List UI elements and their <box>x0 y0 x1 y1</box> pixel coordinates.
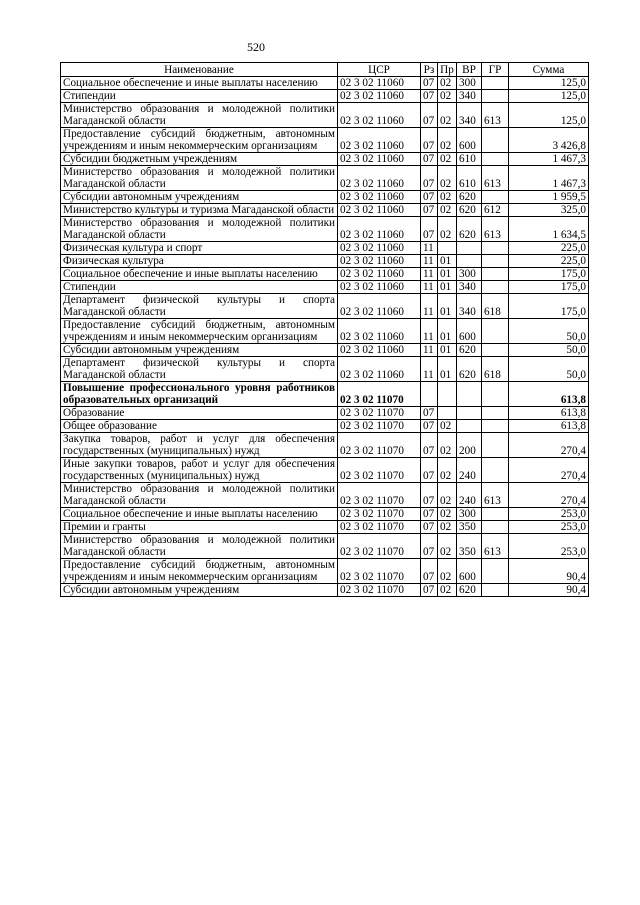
cell-vr: 620 <box>457 191 482 204</box>
cell-csr: 02 3 02 11070 <box>338 584 421 597</box>
cell-name: Министерство культуры и туризма Магаданской области <box>61 204 338 217</box>
cell-sum: 175,0 <box>509 294 589 319</box>
table-row <box>61 521 589 534</box>
cell-name: Стипендии <box>61 281 338 294</box>
cell-pr <box>438 242 457 255</box>
cell-pr: 02 <box>438 103 457 128</box>
column-header-sum: Сумма <box>509 63 589 77</box>
cell-name: Предоставление субсидий бюджетным, автономным учреждениям и иным некоммерческим организациям <box>61 128 338 153</box>
cell-vr: 340 <box>457 281 482 294</box>
cell-sum: 175,0 <box>509 281 589 294</box>
cell-pr: 02 <box>438 483 457 508</box>
cell-gr: 613 <box>482 483 509 508</box>
cell-pr: 02 <box>438 508 457 521</box>
table-row <box>61 281 589 294</box>
cell-name: Предоставление субсидий бюджетным, автономным учреждениям и иным некоммерческим организациям <box>61 559 338 584</box>
cell-vr: 300 <box>457 77 482 90</box>
cell-rz: 07 <box>421 508 438 521</box>
cell-csr: 02 3 02 11070 <box>338 458 421 483</box>
cell-vr <box>457 407 482 420</box>
cell-sum: 90,4 <box>509 559 589 584</box>
cell-vr <box>457 382 482 407</box>
table-row <box>61 483 589 508</box>
cell-gr: 613 <box>482 217 509 242</box>
cell-gr <box>482 382 509 407</box>
cell-pr <box>438 407 457 420</box>
cell-csr: 02 3 02 11060 <box>338 217 421 242</box>
cell-pr: 02 <box>438 204 457 217</box>
cell-gr <box>482 153 509 166</box>
cell-csr: 02 3 02 11070 <box>338 521 421 534</box>
cell-name: Премии и гранты <box>61 521 338 534</box>
cell-rz: 11 <box>421 319 438 344</box>
cell-vr: 350 <box>457 521 482 534</box>
cell-csr: 02 3 02 11060 <box>338 268 421 281</box>
cell-gr <box>482 559 509 584</box>
cell-sum: 1 467,3 <box>509 153 589 166</box>
table-row <box>61 153 589 166</box>
cell-vr: 340 <box>457 294 482 319</box>
cell-name: Образование <box>61 407 338 420</box>
cell-pr: 02 <box>438 166 457 191</box>
cell-gr: 618 <box>482 294 509 319</box>
table-body <box>61 77 589 597</box>
cell-sum: 613,8 <box>509 420 589 433</box>
cell-rz: 07 <box>421 153 438 166</box>
table-row <box>61 204 589 217</box>
cell-name: Социальное обеспечение и иные выплаты населению <box>61 508 338 521</box>
cell-csr: 02 3 02 11060 <box>338 281 421 294</box>
table-row <box>61 255 589 268</box>
cell-gr <box>482 191 509 204</box>
cell-rz: 07 <box>421 407 438 420</box>
cell-name: Министерство образования и молодежной политики Магаданской области <box>61 217 338 242</box>
cell-sum: 225,0 <box>509 242 589 255</box>
cell-rz: 07 <box>421 559 438 584</box>
cell-vr <box>457 242 482 255</box>
cell-csr: 02 3 02 11070 <box>338 508 421 521</box>
cell-sum: 50,0 <box>509 357 589 382</box>
cell-name: Социальное обеспечение и иные выплаты населению <box>61 77 338 90</box>
cell-gr <box>482 407 509 420</box>
cell-sum: 253,0 <box>509 534 589 559</box>
cell-csr: 02 3 02 11070 <box>338 382 421 407</box>
cell-csr: 02 3 02 11060 <box>338 294 421 319</box>
table-row <box>61 559 589 584</box>
cell-csr: 02 3 02 11070 <box>338 534 421 559</box>
cell-vr: 200 <box>457 433 482 458</box>
cell-gr <box>482 458 509 483</box>
cell-pr: 02 <box>438 77 457 90</box>
cell-sum: 253,0 <box>509 521 589 534</box>
cell-pr: 02 <box>438 191 457 204</box>
table-row <box>61 420 589 433</box>
cell-sum: 270,4 <box>509 433 589 458</box>
cell-pr: 02 <box>438 521 457 534</box>
cell-vr: 620 <box>457 357 482 382</box>
cell-rz: 07 <box>421 458 438 483</box>
cell-pr: 02 <box>438 559 457 584</box>
cell-vr: 600 <box>457 319 482 344</box>
cell-gr: 618 <box>482 357 509 382</box>
cell-rz: 07 <box>421 90 438 103</box>
cell-sum: 225,0 <box>509 255 589 268</box>
cell-vr: 620 <box>457 217 482 242</box>
cell-gr <box>482 584 509 597</box>
cell-csr: 02 3 02 11060 <box>338 242 421 255</box>
cell-gr <box>482 319 509 344</box>
cell-csr: 02 3 02 11070 <box>338 407 421 420</box>
cell-vr: 240 <box>457 458 482 483</box>
cell-rz: 07 <box>421 420 438 433</box>
cell-pr: 02 <box>438 153 457 166</box>
cell-vr: 340 <box>457 103 482 128</box>
cell-csr: 02 3 02 11060 <box>338 204 421 217</box>
cell-vr: 300 <box>457 268 482 281</box>
cell-gr <box>482 508 509 521</box>
cell-vr: 600 <box>457 559 482 584</box>
cell-name: Министерство образования и молодежной политики Магаданской области <box>61 166 338 191</box>
table-row <box>61 584 589 597</box>
column-header-pr: Пр <box>438 63 457 77</box>
cell-csr: 02 3 02 11070 <box>338 420 421 433</box>
cell-gr <box>482 268 509 281</box>
cell-csr: 02 3 02 11060 <box>338 77 421 90</box>
cell-gr <box>482 521 509 534</box>
cell-csr: 02 3 02 11060 <box>338 90 421 103</box>
cell-pr: 02 <box>438 420 457 433</box>
cell-name: Министерство образования и молодежной политики Магаданской области <box>61 103 338 128</box>
cell-csr: 02 3 02 11060 <box>338 153 421 166</box>
cell-sum: 613,8 <box>509 407 589 420</box>
cell-sum: 3 426,8 <box>509 128 589 153</box>
cell-rz: 11 <box>421 255 438 268</box>
table-row <box>61 534 589 559</box>
table-row <box>61 319 589 344</box>
column-header-vr: ВР <box>457 63 482 77</box>
cell-pr: 02 <box>438 90 457 103</box>
cell-vr: 620 <box>457 584 482 597</box>
cell-name: Предоставление субсидий бюджетным, автономным учреждениям и иным некоммерческим организациям <box>61 319 338 344</box>
column-header-rz: Рз <box>421 63 438 77</box>
cell-vr: 350 <box>457 534 482 559</box>
cell-csr: 02 3 02 11060 <box>338 344 421 357</box>
cell-gr <box>482 128 509 153</box>
cell-pr: 02 <box>438 217 457 242</box>
cell-sum: 125,0 <box>509 90 589 103</box>
cell-name: Стипендии <box>61 90 338 103</box>
cell-rz: 07 <box>421 204 438 217</box>
column-header-csr: ЦСР <box>338 63 421 77</box>
cell-name: Субсидии автономным учреждениям <box>61 191 338 204</box>
cell-name: Департамент физической культуры и спорта Магаданской области <box>61 294 338 319</box>
table-row <box>61 242 589 255</box>
cell-vr: 300 <box>457 508 482 521</box>
table-row <box>61 458 589 483</box>
cell-rz: 07 <box>421 191 438 204</box>
table-header-row <box>61 63 589 77</box>
cell-rz: 11 <box>421 357 438 382</box>
table-row <box>61 217 589 242</box>
cell-pr: 01 <box>438 294 457 319</box>
cell-vr <box>457 420 482 433</box>
cell-rz: 11 <box>421 281 438 294</box>
cell-rz: 07 <box>421 166 438 191</box>
cell-sum: 50,0 <box>509 319 589 344</box>
column-header-name: Наименование <box>61 63 338 77</box>
cell-pr: 01 <box>438 344 457 357</box>
cell-vr: 620 <box>457 204 482 217</box>
table-row <box>61 357 589 382</box>
cell-pr: 01 <box>438 319 457 344</box>
page-number: 520 <box>247 40 265 54</box>
cell-rz: 07 <box>421 521 438 534</box>
cell-rz: 11 <box>421 344 438 357</box>
cell-pr: 01 <box>438 281 457 294</box>
cell-pr: 01 <box>438 357 457 382</box>
cell-csr: 02 3 02 11070 <box>338 559 421 584</box>
cell-sum: 253,0 <box>509 508 589 521</box>
cell-pr: 02 <box>438 584 457 597</box>
cell-pr <box>438 382 457 407</box>
cell-name: Субсидии автономным учреждениям <box>61 344 338 357</box>
cell-pr: 01 <box>438 268 457 281</box>
table-row <box>61 294 589 319</box>
cell-name: Повышение профессионального уровня работников образовательных организаций <box>61 382 338 407</box>
cell-name: Общее образование <box>61 420 338 433</box>
cell-csr: 02 3 02 11060 <box>338 319 421 344</box>
cell-sum: 125,0 <box>509 77 589 90</box>
cell-sum: 50,0 <box>509 344 589 357</box>
cell-name: Закупка товаров, работ и услуг для обеспечения государственных (муниципальных) нужд <box>61 433 338 458</box>
cell-rz: 11 <box>421 242 438 255</box>
cell-pr: 02 <box>438 534 457 559</box>
cell-sum: 325,0 <box>509 204 589 217</box>
cell-name: Субсидии бюджетным учреждениям <box>61 153 338 166</box>
cell-rz <box>421 382 438 407</box>
cell-sum: 1 467,3 <box>509 166 589 191</box>
cell-rz: 07 <box>421 128 438 153</box>
cell-pr: 02 <box>438 458 457 483</box>
cell-sum: 1 959,5 <box>509 191 589 204</box>
cell-gr <box>482 77 509 90</box>
cell-rz: 07 <box>421 584 438 597</box>
cell-vr: 240 <box>457 483 482 508</box>
cell-sum: 1 634,5 <box>509 217 589 242</box>
cell-csr: 02 3 02 11060 <box>338 166 421 191</box>
cell-csr: 02 3 02 11060 <box>338 191 421 204</box>
cell-rz: 07 <box>421 103 438 128</box>
cell-gr: 612 <box>482 204 509 217</box>
cell-rz: 07 <box>421 217 438 242</box>
table-row <box>61 407 589 420</box>
cell-name: Министерство образования и молодежной политики Магаданской области <box>61 483 338 508</box>
cell-rz: 11 <box>421 268 438 281</box>
cell-pr: 02 <box>438 433 457 458</box>
cell-csr: 02 3 02 11060 <box>338 103 421 128</box>
cell-vr: 340 <box>457 90 482 103</box>
cell-name: Министерство образования и молодежной политики Магаданской области <box>61 534 338 559</box>
cell-rz: 11 <box>421 294 438 319</box>
cell-gr <box>482 255 509 268</box>
table-row <box>61 344 589 357</box>
cell-gr: 613 <box>482 534 509 559</box>
cell-gr: 613 <box>482 166 509 191</box>
cell-csr: 02 3 02 11060 <box>338 255 421 268</box>
cell-rz: 07 <box>421 433 438 458</box>
table-row <box>61 382 589 407</box>
table-row <box>61 268 589 281</box>
cell-csr: 02 3 02 11060 <box>338 128 421 153</box>
table-row <box>61 103 589 128</box>
cell-vr: 620 <box>457 344 482 357</box>
cell-gr <box>482 90 509 103</box>
cell-pr: 02 <box>438 128 457 153</box>
cell-gr <box>482 433 509 458</box>
cell-vr <box>457 255 482 268</box>
cell-sum: 125,0 <box>509 103 589 128</box>
cell-gr <box>482 242 509 255</box>
cell-gr <box>482 420 509 433</box>
cell-gr: 613 <box>482 103 509 128</box>
table-row <box>61 191 589 204</box>
table-row <box>61 128 589 153</box>
cell-vr: 610 <box>457 153 482 166</box>
cell-sum: 90,4 <box>509 584 589 597</box>
cell-name: Социальное обеспечение и иные выплаты населению <box>61 268 338 281</box>
cell-csr: 02 3 02 11060 <box>338 357 421 382</box>
cell-vr: 600 <box>457 128 482 153</box>
cell-pr: 01 <box>438 255 457 268</box>
cell-rz: 07 <box>421 77 438 90</box>
cell-name: Департамент физической культуры и спорта Магаданской области <box>61 357 338 382</box>
cell-vr: 610 <box>457 166 482 191</box>
cell-sum: 175,0 <box>509 268 589 281</box>
cell-gr <box>482 344 509 357</box>
cell-csr: 02 3 02 11070 <box>338 483 421 508</box>
cell-gr <box>482 281 509 294</box>
table-row <box>61 90 589 103</box>
cell-csr: 02 3 02 11070 <box>338 433 421 458</box>
cell-name: Иные закупки товаров, работ и услуг для обеспечения государственных (муниципальных) нужд <box>61 458 338 483</box>
cell-sum: 613,8 <box>509 382 589 407</box>
table-row <box>61 166 589 191</box>
cell-sum: 270,4 <box>509 458 589 483</box>
table-row <box>61 508 589 521</box>
cell-name: Физическая культура и спорт <box>61 242 338 255</box>
cell-name: Физическая культура <box>61 255 338 268</box>
cell-rz: 07 <box>421 534 438 559</box>
budget-table <box>60 62 589 597</box>
table-row <box>61 77 589 90</box>
table-row <box>61 433 589 458</box>
cell-sum: 270,4 <box>509 483 589 508</box>
cell-rz: 07 <box>421 483 438 508</box>
column-header-gr: ГР <box>482 63 509 77</box>
cell-name: Субсидии автономным учреждениям <box>61 584 338 597</box>
